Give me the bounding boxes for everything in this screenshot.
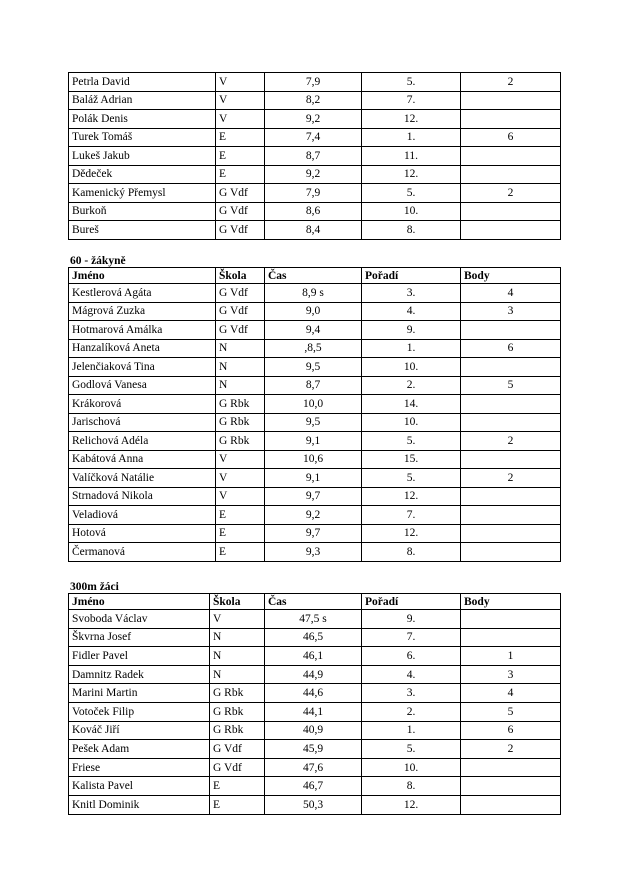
time-cell: 9,3: [265, 543, 362, 562]
time-cell: 47,6: [265, 758, 362, 777]
rank-cell: 5.: [362, 184, 461, 203]
school-cell: V: [216, 469, 265, 488]
rank-cell: 12.: [362, 795, 461, 814]
points-cell: [461, 450, 561, 469]
rank-cell: 7.: [362, 91, 461, 110]
time-cell: 8,7: [265, 147, 362, 166]
points-cell: [461, 321, 561, 340]
table-row: [69, 543, 561, 562]
rank-cell: 5.: [362, 73, 461, 92]
rank-cell: 9.: [362, 321, 461, 340]
rank-cell: 5.: [362, 740, 461, 759]
column-header: Body: [461, 594, 561, 610]
points-cell: [461, 524, 561, 543]
rank-cell: 15.: [362, 450, 461, 469]
school-cell: V: [216, 73, 265, 92]
rank-cell: 10.: [362, 413, 461, 432]
time-cell: 8,9 s: [265, 284, 362, 303]
points-cell: 2: [461, 73, 561, 92]
rank-cell: 8.: [362, 543, 461, 562]
column-header: Pořadí: [362, 594, 461, 610]
column-header: Škola: [210, 594, 265, 610]
points-cell: 4: [461, 684, 561, 703]
school-cell: V: [210, 610, 265, 629]
name-cell: Kováč Jiří: [69, 721, 210, 740]
section-title-girls-60m: 60 - žákyně: [70, 255, 126, 267]
school-cell: N: [216, 376, 265, 395]
name-cell: Petrla David: [69, 73, 216, 92]
school-cell: G Rbk: [210, 721, 265, 740]
rank-cell: 5.: [362, 432, 461, 451]
table-row: [69, 647, 561, 666]
school-cell: G Vdf: [216, 202, 265, 221]
time-cell: 44,9: [265, 665, 362, 684]
points-cell: [461, 165, 561, 184]
time-cell: 10,6: [265, 450, 362, 469]
column-header: Jméno: [69, 268, 216, 284]
points-cell: 2: [461, 432, 561, 451]
rank-cell: 11.: [362, 147, 461, 166]
name-cell: Turek Tomáš: [69, 128, 216, 147]
rank-cell: 2.: [362, 702, 461, 721]
school-cell: E: [216, 524, 265, 543]
points-cell: 2: [461, 184, 561, 203]
table-header-row: [69, 594, 561, 610]
time-cell: 9,5: [265, 358, 362, 377]
school-cell: V: [216, 110, 265, 129]
rank-cell: 14.: [362, 395, 461, 414]
table-row: [69, 165, 561, 184]
table-row: [69, 665, 561, 684]
points-cell: 3: [461, 665, 561, 684]
table-row: [69, 321, 561, 340]
name-cell: Jelenčiaková Tina: [69, 358, 216, 377]
column-header: Škola: [216, 268, 265, 284]
table-row: [69, 202, 561, 221]
rank-cell: 12.: [362, 165, 461, 184]
name-cell: Pešek Adam: [69, 740, 210, 759]
points-cell: [461, 221, 561, 240]
points-cell: [461, 628, 561, 647]
table-row: [69, 487, 561, 506]
table-row: [69, 413, 561, 432]
points-cell: 1: [461, 647, 561, 666]
time-cell: 47,5 s: [265, 610, 362, 629]
points-cell: [461, 358, 561, 377]
time-cell: 9,7: [265, 524, 362, 543]
column-header: Body: [461, 268, 561, 284]
rank-cell: 10.: [362, 758, 461, 777]
school-cell: G Rbk: [210, 702, 265, 721]
school-cell: G Vdf: [216, 302, 265, 321]
rank-cell: 1.: [362, 128, 461, 147]
name-cell: Čermanová: [69, 543, 216, 562]
name-cell: Godlová Vanesa: [69, 376, 216, 395]
school-cell: E: [216, 543, 265, 562]
school-cell: N: [216, 358, 265, 377]
time-cell: 10,0: [265, 395, 362, 414]
time-cell: 9,1: [265, 432, 362, 451]
table-row: [69, 684, 561, 703]
rank-cell: 7.: [362, 506, 461, 525]
time-cell: 8,2: [265, 91, 362, 110]
rank-cell: 4.: [362, 302, 461, 321]
name-cell: Hanzalíková Aneta: [69, 339, 216, 358]
points-cell: [461, 202, 561, 221]
school-cell: E: [216, 506, 265, 525]
table-row: [69, 758, 561, 777]
table-row: [69, 628, 561, 647]
name-cell: Baláž Adrian: [69, 91, 216, 110]
name-cell: Hotmarová Amálka: [69, 321, 216, 340]
points-cell: 6: [461, 721, 561, 740]
school-cell: G Vdf: [216, 221, 265, 240]
time-cell: 44,1: [265, 702, 362, 721]
name-cell: Kabátová Anna: [69, 450, 216, 469]
rank-cell: 12.: [362, 487, 461, 506]
points-cell: 2: [461, 740, 561, 759]
points-cell: 2: [461, 469, 561, 488]
name-cell: Polák Denis: [69, 110, 216, 129]
rank-cell: 3.: [362, 684, 461, 703]
points-cell: [461, 487, 561, 506]
name-cell: Hotová: [69, 524, 216, 543]
table-row: [69, 795, 561, 814]
school-cell: G Rbk: [216, 413, 265, 432]
table-row: [69, 740, 561, 759]
results-table-girls-60m: [68, 267, 561, 562]
table-row: [69, 506, 561, 525]
name-cell: Lukeš Jakub: [69, 147, 216, 166]
rank-cell: 10.: [362, 358, 461, 377]
table-row: [69, 73, 561, 92]
rank-cell: 8.: [362, 777, 461, 796]
points-cell: [461, 395, 561, 414]
name-cell: Krákorová: [69, 395, 216, 414]
column-header: Pořadí: [362, 268, 461, 284]
points-cell: 6: [461, 339, 561, 358]
time-cell: 9,2: [265, 506, 362, 525]
table-row: [69, 221, 561, 240]
time-cell: 7,9: [265, 73, 362, 92]
name-cell: Kamenický Přemysl: [69, 184, 216, 203]
table-row: [69, 147, 561, 166]
points-cell: [461, 110, 561, 129]
name-cell: Mágrová Zuzka: [69, 302, 216, 321]
school-cell: E: [216, 128, 265, 147]
school-cell: G Vdf: [210, 740, 265, 759]
table-row: [69, 110, 561, 129]
points-cell: [461, 610, 561, 629]
school-cell: G Rbk: [216, 395, 265, 414]
school-cell: V: [216, 487, 265, 506]
points-cell: 3: [461, 302, 561, 321]
table-row: [69, 91, 561, 110]
school-cell: G Vdf: [216, 284, 265, 303]
school-cell: G Rbk: [216, 432, 265, 451]
points-cell: [461, 543, 561, 562]
points-cell: 4: [461, 284, 561, 303]
time-cell: 9,2: [265, 165, 362, 184]
name-cell: Strnadová Nikola: [69, 487, 216, 506]
column-header: Čas: [265, 268, 362, 284]
time-cell: 8,7: [265, 376, 362, 395]
results-table-boys-300m: [68, 593, 561, 815]
table-row: [69, 128, 561, 147]
time-cell: 9,2: [265, 110, 362, 129]
rank-cell: 9.: [362, 610, 461, 629]
name-cell: Relichová Adéla: [69, 432, 216, 451]
school-cell: N: [216, 339, 265, 358]
name-cell: Jarischová: [69, 413, 216, 432]
time-cell: 9,5: [265, 413, 362, 432]
time-cell: 9,4: [265, 321, 362, 340]
points-cell: [461, 91, 561, 110]
column-header: Jméno: [69, 594, 210, 610]
time-cell: 8,6: [265, 202, 362, 221]
table-row: [69, 376, 561, 395]
table-row: [69, 302, 561, 321]
school-cell: V: [216, 91, 265, 110]
time-cell: 50,3: [265, 795, 362, 814]
name-cell: Fidler Pavel: [69, 647, 210, 666]
points-cell: [461, 758, 561, 777]
rank-cell: 6.: [362, 647, 461, 666]
points-cell: 6: [461, 128, 561, 147]
table-row: [69, 702, 561, 721]
time-cell: 45,9: [265, 740, 362, 759]
time-cell: 8,4: [265, 221, 362, 240]
time-cell: ,8,5: [265, 339, 362, 358]
points-cell: 5: [461, 702, 561, 721]
section-title-boys-300m: 300m žáci: [70, 581, 119, 593]
time-cell: 7,9: [265, 184, 362, 203]
time-cell: 44,6: [265, 684, 362, 703]
table-row: [69, 450, 561, 469]
time-cell: 9,7: [265, 487, 362, 506]
rank-cell: 4.: [362, 665, 461, 684]
name-cell: Burkoň: [69, 202, 216, 221]
rank-cell: 10.: [362, 202, 461, 221]
rank-cell: 1.: [362, 339, 461, 358]
table-row: [69, 777, 561, 796]
time-cell: 9,1: [265, 469, 362, 488]
name-cell: Knitl Dominik: [69, 795, 210, 814]
school-cell: E: [216, 165, 265, 184]
table-row: [69, 524, 561, 543]
table-row: [69, 610, 561, 629]
table-row: [69, 339, 561, 358]
column-header: Čas: [265, 594, 362, 610]
table-row: [69, 721, 561, 740]
points-cell: [461, 147, 561, 166]
name-cell: Veladiová: [69, 506, 216, 525]
name-cell: Škvrna Josef: [69, 628, 210, 647]
name-cell: Kestlerová Agáta: [69, 284, 216, 303]
time-cell: 40,9: [265, 721, 362, 740]
school-cell: N: [210, 628, 265, 647]
rank-cell: 7.: [362, 628, 461, 647]
rank-cell: 3.: [362, 284, 461, 303]
school-cell: G Vdf: [216, 184, 265, 203]
name-cell: Svoboda Václav: [69, 610, 210, 629]
table-row: [69, 469, 561, 488]
school-cell: G Rbk: [210, 684, 265, 703]
name-cell: Dědeček: [69, 165, 216, 184]
rank-cell: 12.: [362, 524, 461, 543]
rank-cell: 1.: [362, 721, 461, 740]
time-cell: 7,4: [265, 128, 362, 147]
school-cell: E: [210, 777, 265, 796]
name-cell: Votoček Filip: [69, 702, 210, 721]
school-cell: V: [216, 450, 265, 469]
table-row: [69, 432, 561, 451]
rank-cell: 2.: [362, 376, 461, 395]
points-cell: [461, 777, 561, 796]
rank-cell: 5.: [362, 469, 461, 488]
table-row: [69, 184, 561, 203]
school-cell: E: [210, 795, 265, 814]
name-cell: Marini Martin: [69, 684, 210, 703]
points-cell: [461, 413, 561, 432]
time-cell: 9,0: [265, 302, 362, 321]
table-row: [69, 284, 561, 303]
name-cell: Bureš: [69, 221, 216, 240]
rank-cell: 12.: [362, 110, 461, 129]
time-cell: 46,1: [265, 647, 362, 666]
points-cell: [461, 506, 561, 525]
results-table-section1: [68, 72, 561, 240]
points-cell: 5: [461, 376, 561, 395]
school-cell: E: [216, 147, 265, 166]
table-row: [69, 358, 561, 377]
name-cell: Valíčková Natálie: [69, 469, 216, 488]
school-cell: G Vdf: [210, 758, 265, 777]
name-cell: Friese: [69, 758, 210, 777]
points-cell: [461, 795, 561, 814]
name-cell: Damnitz Radek: [69, 665, 210, 684]
school-cell: N: [210, 647, 265, 666]
name-cell: Kalista Pavel: [69, 777, 210, 796]
time-cell: 46,5: [265, 628, 362, 647]
table-header-row: [69, 268, 561, 284]
table-row: [69, 395, 561, 414]
school-cell: N: [210, 665, 265, 684]
school-cell: G Vdf: [216, 321, 265, 340]
time-cell: 46,7: [265, 777, 362, 796]
rank-cell: 8.: [362, 221, 461, 240]
